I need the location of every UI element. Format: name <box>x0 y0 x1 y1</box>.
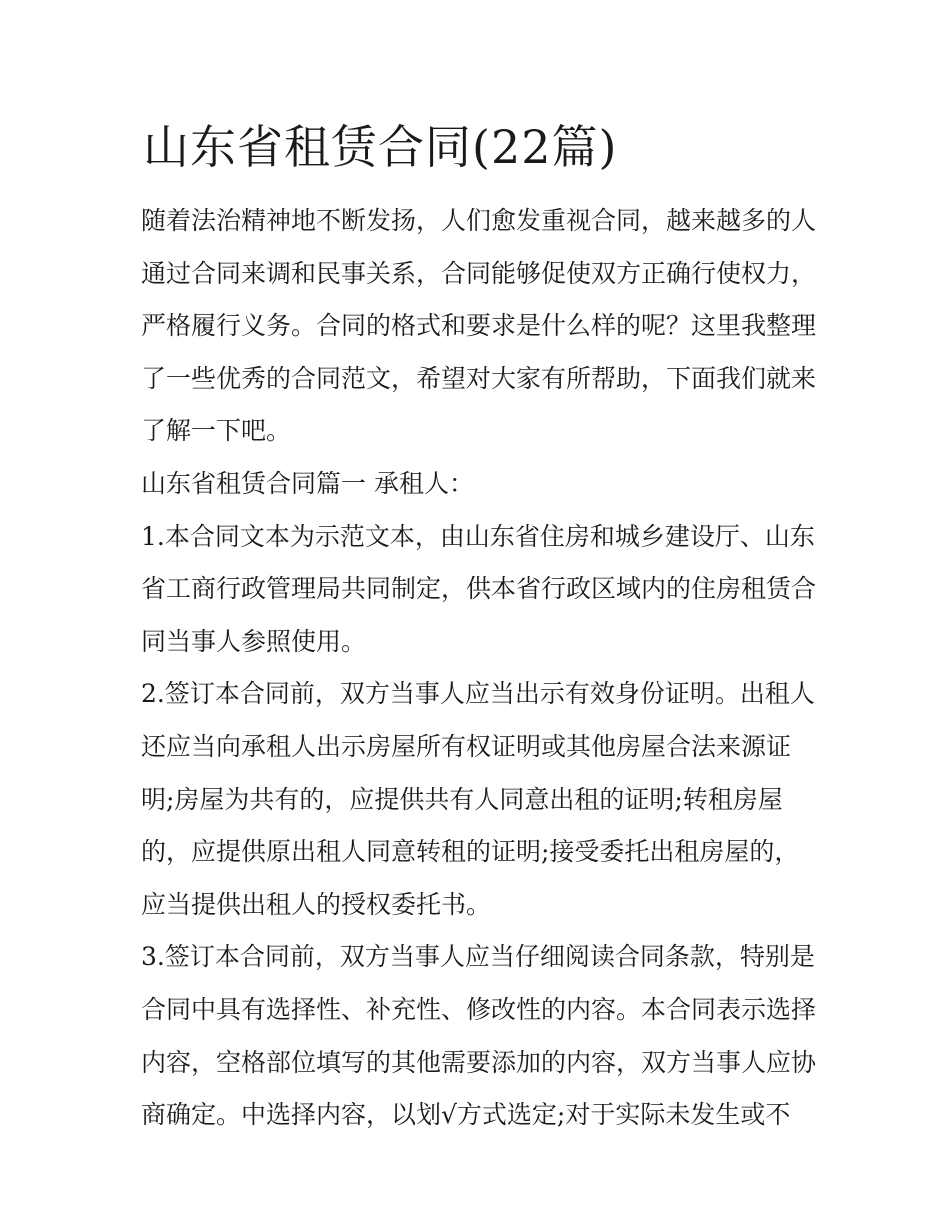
clause-3-line-2: 合同中具有选择性、补充性、修改性的内容。本合同表示选择 <box>141 994 817 1024</box>
clause-3-line-4: 商确定。中选择内容，以划√方式选定;对于实际未发生或不 <box>141 1100 791 1130</box>
clause-2-line-4: 的，应提供原出租人同意转租的证明;接受委托出租房屋的， <box>141 837 800 867</box>
body-line-2: 通过合同来调和民事关系，合同能够促使双方正确行使权力， <box>141 258 817 288</box>
clause-1-line-1: 1.本合同文本为示范文本，由山东省住房和城乡建设厅、山东 <box>141 521 815 551</box>
document-body <box>141 195 821 1142</box>
clause-2-line-1: 2.签订本合同前，双方当事人应当出示有效身份证明。出租人 <box>141 679 815 709</box>
clause-1-line-3: 同当事人参照使用。 <box>141 626 367 656</box>
body-line-5: 了解一下吧。 <box>141 416 292 446</box>
body-line-3: 严格履行义务。合同的格式和要求是什么样的呢？这里我整理 <box>141 311 817 341</box>
clause-3-line-1: 3.签订本合同前，双方当事人应当仔细阅读合同条款，特别是 <box>141 942 815 972</box>
clause-2-line-5: 应当提供出租人的授权委托书。 <box>141 889 492 919</box>
clause-3-line-3: 内容，空格部位填写的其他需要添加的内容，双方当事人应协 <box>141 1047 817 1077</box>
clause-2-line-3: 明;房屋为共有的，应提供共有人同意出租的证明;转租房屋 <box>141 784 783 814</box>
clause-1-line-2: 省工商行政管理局共同制定，供本省行政区域内的住房租赁合 <box>141 574 817 604</box>
document-title: 山东省租赁合同(22篇) <box>143 120 618 174</box>
body-line-4: 了一些优秀的合同范文，希望对大家有所帮助，下面我们就来 <box>141 363 817 393</box>
clause-2-line-2: 还应当向承租人出示房屋所有权证明或其他房屋合法来源证 <box>141 731 792 761</box>
section-heading-1: 山东省租赁合同篇一 承租人： <box>141 468 474 498</box>
body-line-1: 随着法治精神地不断发扬，人们愈发重视合同，越来越多的人 <box>141 206 817 235</box>
